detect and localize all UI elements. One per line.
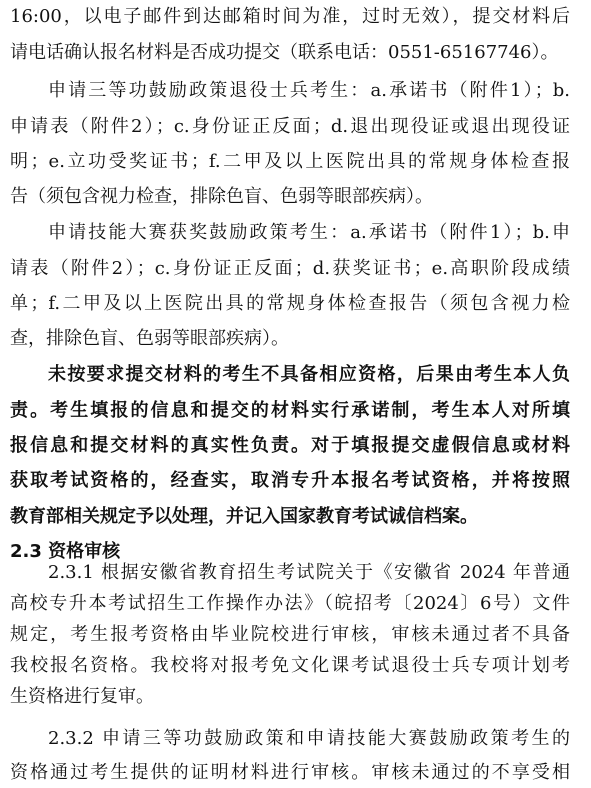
text-line: 2.3.2 申请三等功鼓励政策和申请技能大赛鼓励政策考生的 — [48, 728, 570, 749]
text-line: 责。考生填报的信息和提交的材料实行承诺制，考生本人对所填 — [10, 400, 570, 421]
text-line: 资格通过考生提供的证明材料进行审核。审核未通过的不享受相 — [10, 762, 570, 783]
text-line: 明；e.立功受奖证书；f.二甲及以上医院出具的常规身体检查报 — [10, 151, 570, 172]
text-line: 告（须包含视力检查，排除色盲、色弱等眼部疾病）。 — [10, 186, 433, 207]
text-line: 申请技能大赛获奖鼓励政策考生：a.承诺书（附件1）；b.申 — [48, 222, 570, 243]
text-line: 我校报名资格。我校将对报考免文化课考试退役士兵专项计划考 — [10, 655, 570, 676]
text-line: 申请三等功鼓励政策退役士兵考生：a.承诺书（附件1）；b. — [48, 80, 570, 101]
text-line: 申请表（附件2）；c.身份证正反面；d.退出现役证或退出现役证 — [10, 116, 570, 137]
text-line: 规定，考生报考资格由毕业院校进行审核，审核未通过者不具备 — [10, 624, 570, 645]
text-line: 查，排除色盲、色弱等眼部疾病）。 — [10, 328, 289, 349]
text-line: 获取考试资格的，经查实，取消专升本报名考试资格，并将按照 — [10, 470, 570, 491]
text-line: 生资格进行复审。 — [10, 686, 154, 707]
text-line: 请电话确认报名材料是否成功提交（联系电话：0551-65167746）。 — [10, 42, 559, 63]
section-heading: 2.3 资格审核 — [10, 541, 121, 562]
text-line: 请表（附件2）；c.身份证正反面；d.获奖证书；e.高职阶段成绩 — [10, 258, 570, 279]
text-line: 16:00，以电子邮件到达邮箱时间为准，过时无效），提交材料后 — [10, 6, 570, 27]
text-line: 高校专升本考试招生工作操作办法》（皖招考〔2024〕6号）文件 — [10, 593, 570, 614]
text-line: 报信息和提交材料的真实性负责。对于填报提交虚假信息或材料 — [10, 435, 570, 456]
text-line: 2.3.1 根据安徽省教育招生考试院关于《安徽省 2024 年普通 — [48, 562, 570, 583]
text-line: 教育部相关规定予以处理，并记入国家教育考试诚信档案。 — [10, 506, 478, 527]
text-line: 单；f.二甲及以上医院出具的常规身体检查报告（须包含视力检 — [10, 293, 570, 314]
text-line: 未按要求提交材料的考生不具备相应资格，后果由考生本人负 — [48, 364, 570, 385]
